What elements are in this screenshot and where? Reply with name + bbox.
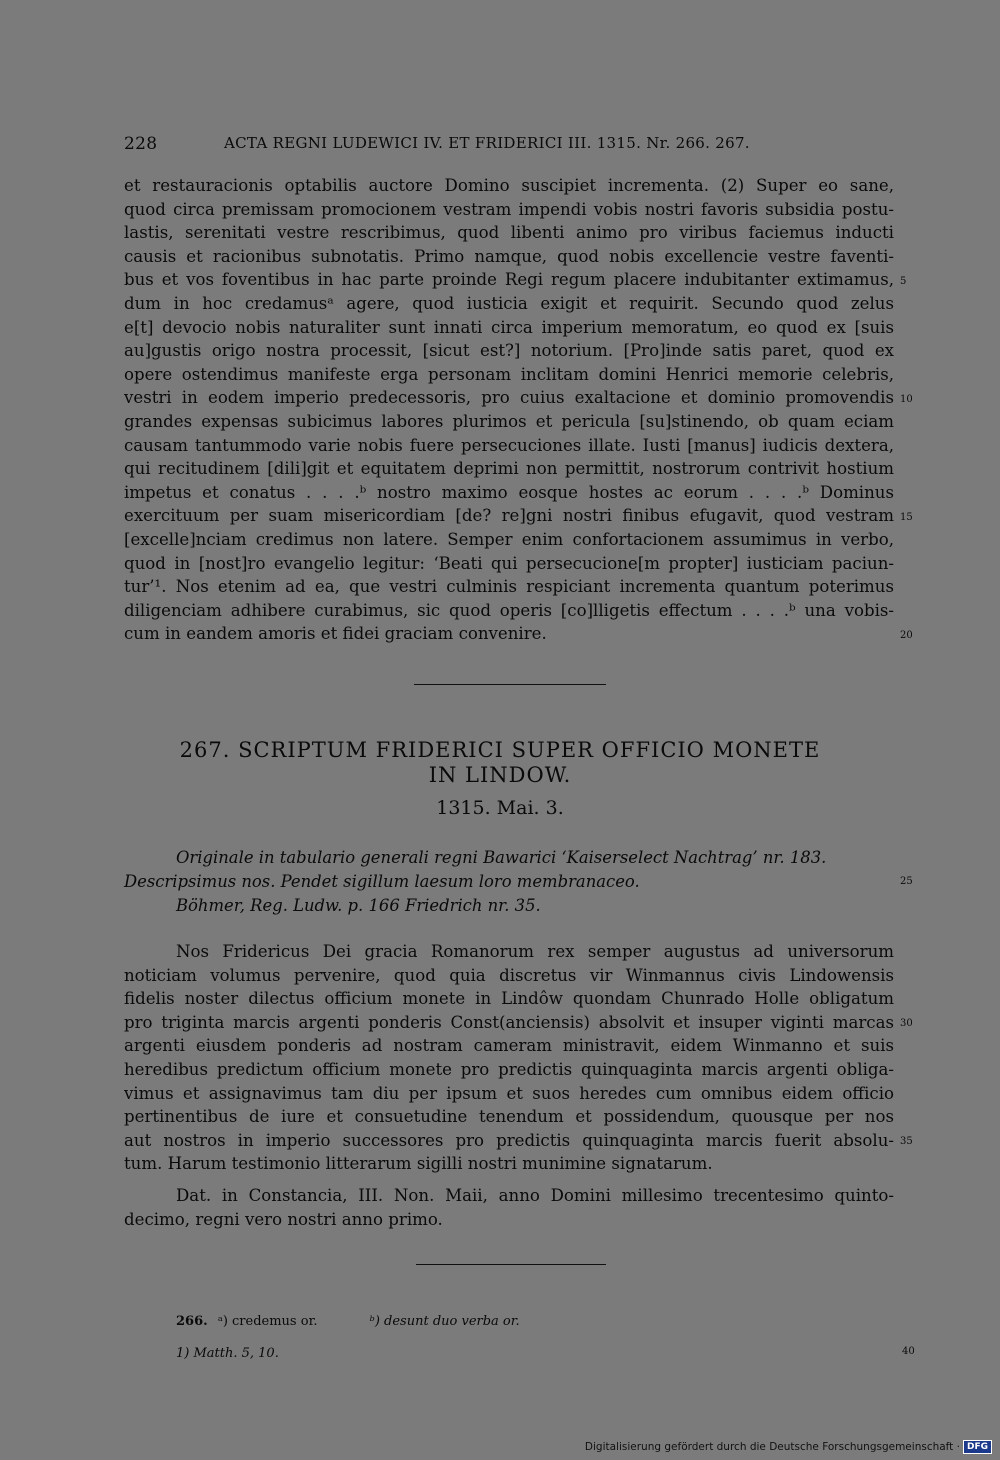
doc-267-title (0, 738, 1000, 788)
doc-267-date: 1315. Mai. 3. (436, 797, 564, 819)
footnote-266 (176, 1314, 520, 1329)
line-number: 20 (900, 630, 913, 641)
line-number: 25 (900, 876, 913, 887)
text-line: impetus et conatus . . . .ᵇ nostro maximo eosque hostes ac eorum . . . .ᵇ Dominus (124, 482, 894, 502)
section-divider (414, 684, 606, 685)
text-line: grandes expensas subicimus labores plurimos et pericula [su]stinendo, ob quam eciam (124, 411, 894, 431)
line-number: 40 (902, 1346, 915, 1357)
text-line: noticiam volumus pervenire, quod quia discretus vir Winmannus civis Lindowensis (124, 965, 894, 985)
text-line: Nos Fridericus Dei gracia Romanorum rex semper augustus ad universorum (176, 942, 894, 961)
text-line: aut nostros in imperio successores pro predictis quinquaginta marcis fuerit absolu- (124, 1130, 894, 1150)
text-line: e[t] devocio nobis naturaliter sunt innati circa imperium memoratum, eo quod ex [suis (124, 317, 894, 337)
line-number: 15 (900, 512, 913, 523)
source-note (124, 846, 894, 918)
text-line: fidelis noster dilectus officium monete in Lindôw quondam Chunrado Holle obligatum (124, 989, 894, 1009)
doc-267-text (124, 940, 894, 1176)
running-header (124, 134, 784, 154)
text-line: tum. Harum testimonio litterarum sigilli nostri munimine signatarum. (124, 1154, 713, 1174)
text-line: qui recitudinem [dili]git et equitatem deprimi non permittit, nostrorum contrivit hostium (124, 459, 894, 479)
doc-266-text (124, 174, 894, 646)
text-line: argenti eiusdem ponderis ad nostram cameram ministravit, eidem Winmanno et suis (124, 1036, 894, 1056)
page-number: 228 (124, 134, 158, 154)
text-line: cum in eandem amoris et fidei graciam convenire. (124, 624, 547, 644)
text-line: heredibus predictum officium monete pro predictis quinquaginta marcis argenti obliga- (124, 1059, 894, 1079)
dfg-logo: DFG (963, 1440, 992, 1454)
source-line: Böhmer, Reg. Ludw. p. 166 Friedrich nr. 35. (176, 896, 541, 915)
credit-text: Digitalisierung gefördert durch die Deutsche Forschungsgemeinschaft · (584, 1441, 960, 1453)
text-line: diligenciam adhibere curabimus, sic quod operis [co]lligetis effectum . . . .ᵇ una vobis- (124, 600, 894, 620)
text-line: [excelle]nciam credimus non latere. Semper enim confortacionem assumimus in verbo, (124, 529, 894, 549)
text-line: pro triginta marcis argenti ponderis Const(anciensis) absolvit et insuper viginti marcas (124, 1012, 894, 1032)
text-line: opere ostendimus manifeste erga personam inclitam domini Henrici memorie celebris, (124, 364, 894, 384)
text-line: quod in [nost]ro evangelio legitur: ‘Beati qui persecucione[m propter] iusticiam paciun- (124, 553, 894, 573)
text-line: bus et vos foventibus in hac parte proinde Regi regum placere indubitanter extimamus, (124, 270, 894, 290)
footnote-a: ᵃ) credemus or. (217, 1314, 318, 1329)
text-line: exercituum per suam misericordiam [de? re]gni nostri finibus efugavit, quod vestram (124, 506, 894, 526)
source-line: Originale in tabulario generali regni Bawarici ‘Kaiserselect Nachtrag’ nr. 183. (176, 848, 827, 867)
running-title: ACTA REGNI LUDEWICI IV. ET FRIDERICI III. 1315. Nr. 266. 267. (224, 134, 750, 152)
text-line: causam tantummodo varie nobis fuere persecuciones illate. Iusti [manus] iudicis dextera, (124, 435, 894, 455)
line-number: 35 (900, 1136, 913, 1147)
text-line: decimo, regni vero nostri anno primo. (124, 1209, 443, 1229)
text-line: lastis, serenitati vestre rescribimus, quod libenti animo pro viribus faciemus inducti (124, 223, 894, 243)
title-line: 267. SCRIPTUM FRIDERICI SUPER OFFICIO MONETE (179, 738, 821, 762)
text-line: pertinentibus de iure et consuetudine tenendum et possidendum, quousque per nos (124, 1107, 894, 1127)
dating-clause (124, 1184, 894, 1231)
section-divider (416, 1264, 606, 1265)
text-line: et restauracionis optabilis auctore Domino suscipiet incrementa. (2) Super eo sane, (124, 176, 894, 195)
line-number: 5 (900, 276, 907, 287)
text-line: dum in hoc credamusᵃ agere, quod iusticia exigit et requirit. Secundo quod zelus (124, 293, 894, 313)
footnote-ref: 266. (176, 1314, 208, 1329)
text-line: tur’¹. Nos etenim ad ea, que vestri culminis respiciant incrementa quantum poterimus (124, 577, 894, 597)
footnote-1: 1) Matth. 5, 10. (176, 1346, 279, 1361)
footnote-b: ᵇ) desunt duo verba or. (369, 1314, 520, 1329)
digitization-credit (585, 1440, 992, 1454)
title-line: IN LINDOW. (428, 763, 572, 787)
text-line: au]gustis origo nostra processit, [sicut est?] notorium. [Pro]inde satis paret, quod ex (124, 341, 894, 361)
text-line: vestri in eodem imperio predecessoris, pro cuius exaltacione et dominio promovendis (124, 388, 894, 408)
line-number: 30 (900, 1018, 913, 1029)
text-line: vimus et assignavimus tam diu per ipsum et suos heredes cum omnibus eidem officio (124, 1083, 894, 1103)
text-line: Dat. in Constancia, III. Non. Maii, anno Domini millesimo trecentesimo quinto- (176, 1186, 894, 1205)
source-line: Descripsimus nos. Pendet sigillum laesum loro membranaceo. (124, 872, 640, 891)
text-line: quod circa premissam promocionem vestram impendi vobis nostri favoris subsidia postu- (124, 199, 894, 219)
line-number: 10 (900, 394, 913, 405)
text-line: causis et racionibus subnotatis. Primo namque, quod nobis excellencie vestre faventi- (124, 246, 894, 266)
